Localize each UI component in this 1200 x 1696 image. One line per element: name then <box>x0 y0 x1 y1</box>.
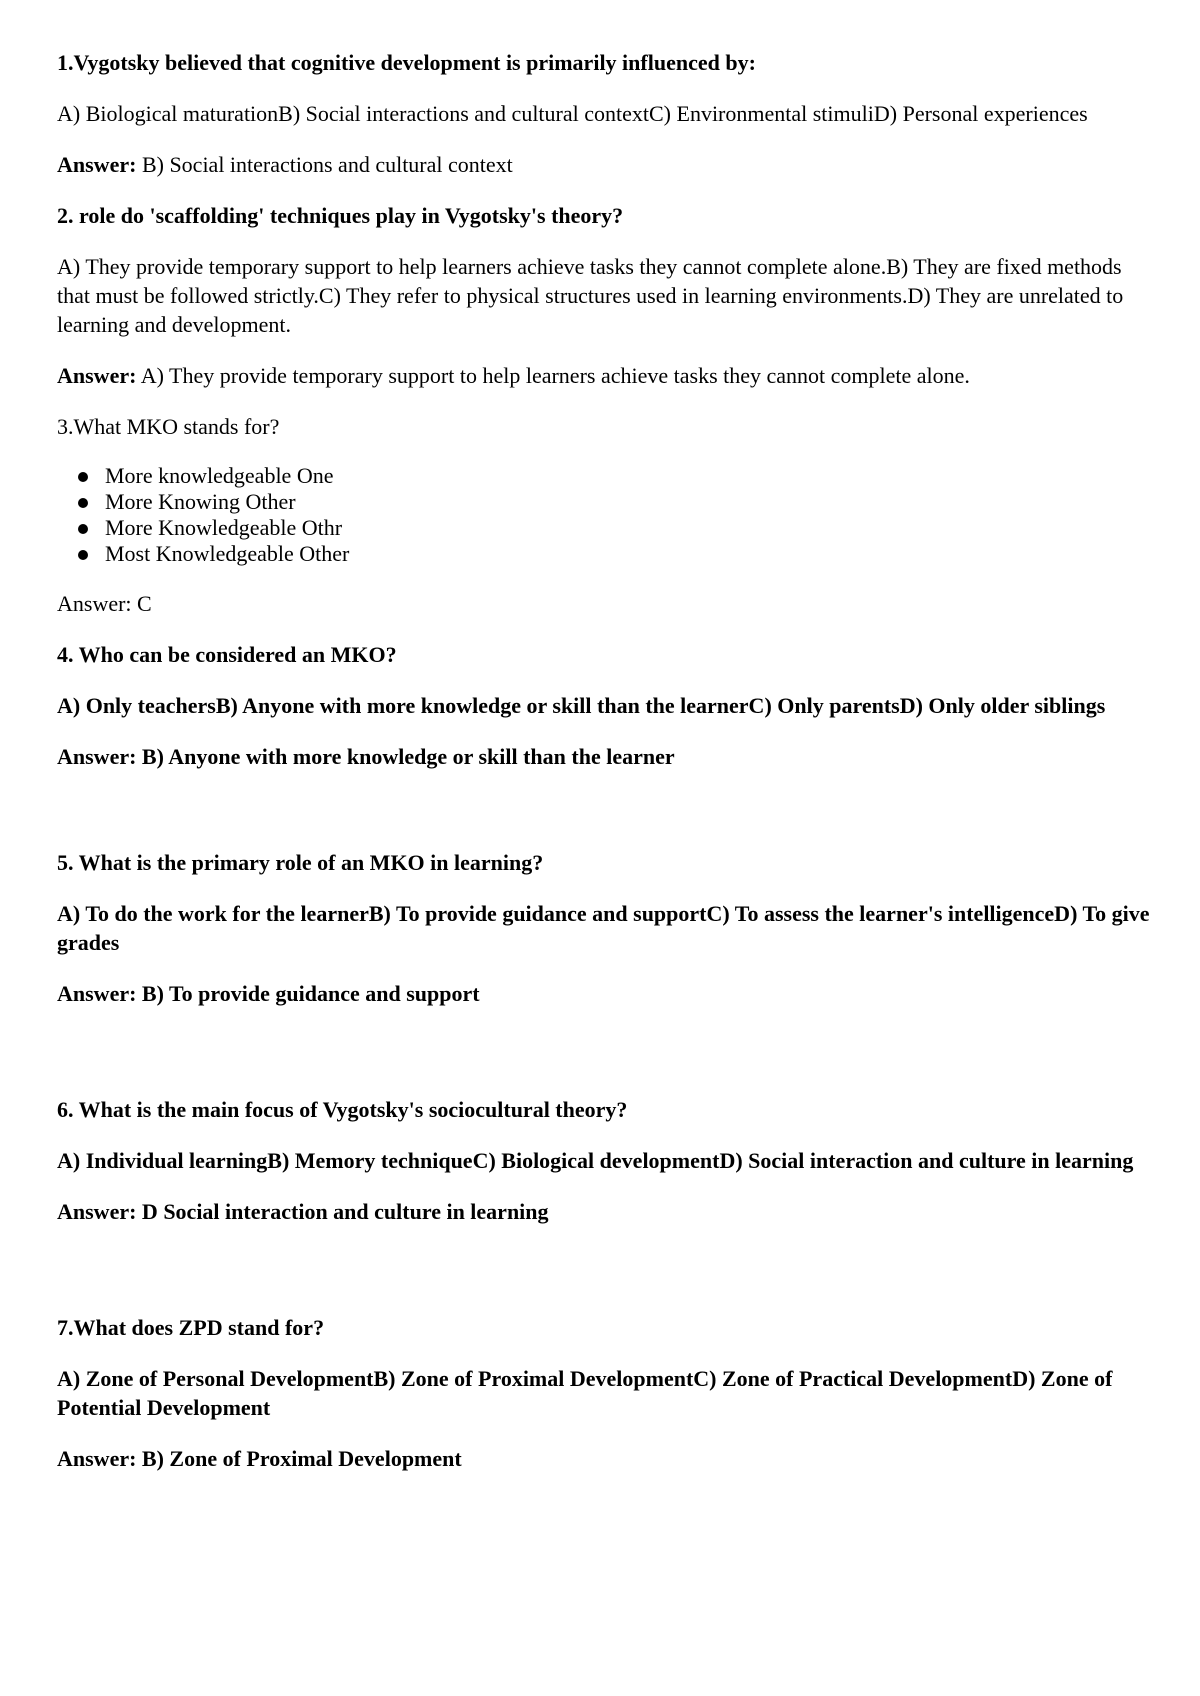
spacer <box>57 1030 1157 1095</box>
answer-text: B) Social interactions and cultural context <box>136 152 513 177</box>
answer-label: Answer: <box>57 363 137 388</box>
question-3-answer: Answer: C <box>57 591 152 616</box>
question-1-options: A) Biological maturationB) Social interactions and cultural contextC) Environmental stimuliD) Personal experiences <box>57 101 1088 126</box>
question-1: 1.Vygotsky believed that cognitive development is primarily influenced by: <box>57 50 756 75</box>
list-item: More Knowing Other <box>105 489 1157 515</box>
question-2-options: A) They provide temporary support to help learners achieve tasks they cannot complete alone.B) They are fixed methods that must be followed strictly.C) They refer to physical structures used in learning environments.D) They are unrelated to learning and development. <box>57 254 1124 337</box>
question-5: 5. What is the primary role of an MKO in learning? <box>57 850 544 875</box>
question-7-answer: Answer: B) Zone of Proximal Development <box>57 1446 462 1471</box>
question-6: 6. What is the main focus of Vygotsky's sociocultural theory? <box>57 1097 628 1122</box>
question-4: 4. Who can be considered an MKO? <box>57 642 397 667</box>
question-2-answer <box>57 361 1157 390</box>
question-5-answer: Answer: B) To provide guidance and support <box>57 981 480 1006</box>
spacer <box>57 793 1157 848</box>
question-7-options: A) Zone of Personal DevelopmentB) Zone of Proximal DevelopmentC) Zone of Practical DevelopmentD) Zone of Potential Development <box>57 1366 1113 1420</box>
question-3: 3.What MKO stands for? <box>57 414 280 439</box>
question-7: 7.What does ZPD stand for? <box>57 1315 325 1340</box>
question-2: 2. role do 'scaffolding' techniques play in Vygotsky's theory? <box>57 203 624 228</box>
question-6-answer: Answer: D Social interaction and culture in learning <box>57 1199 549 1224</box>
document-page <box>57 48 1157 1495</box>
answer-label: Answer: <box>57 152 137 177</box>
question-3-options <box>57 463 1157 567</box>
question-6-options: A) Individual learningB) Memory techniqueC) Biological developmentD) Social interaction and culture in learning <box>57 1148 1134 1173</box>
list-item: More Knowledgeable Othr <box>105 515 1157 541</box>
question-5-options: A) To do the work for the learnerB) To provide guidance and supportC) To assess the learner's intelligenceD) To give grades <box>57 901 1150 955</box>
question-1-answer <box>57 150 1157 179</box>
list-item: Most Knowledgeable Other <box>105 541 1157 567</box>
spacer <box>57 1248 1157 1313</box>
answer-text: A) They provide temporary support to help learners achieve tasks they cannot complete alone. <box>136 363 970 388</box>
list-item: More knowledgeable One <box>105 463 1157 489</box>
question-4-options: A) Only teachersB) Anyone with more knowledge or skill than the learnerC) Only parentsD) Only older siblings <box>57 693 1106 718</box>
question-4-answer: Answer: B) Anyone with more knowledge or skill than the learner <box>57 744 675 769</box>
